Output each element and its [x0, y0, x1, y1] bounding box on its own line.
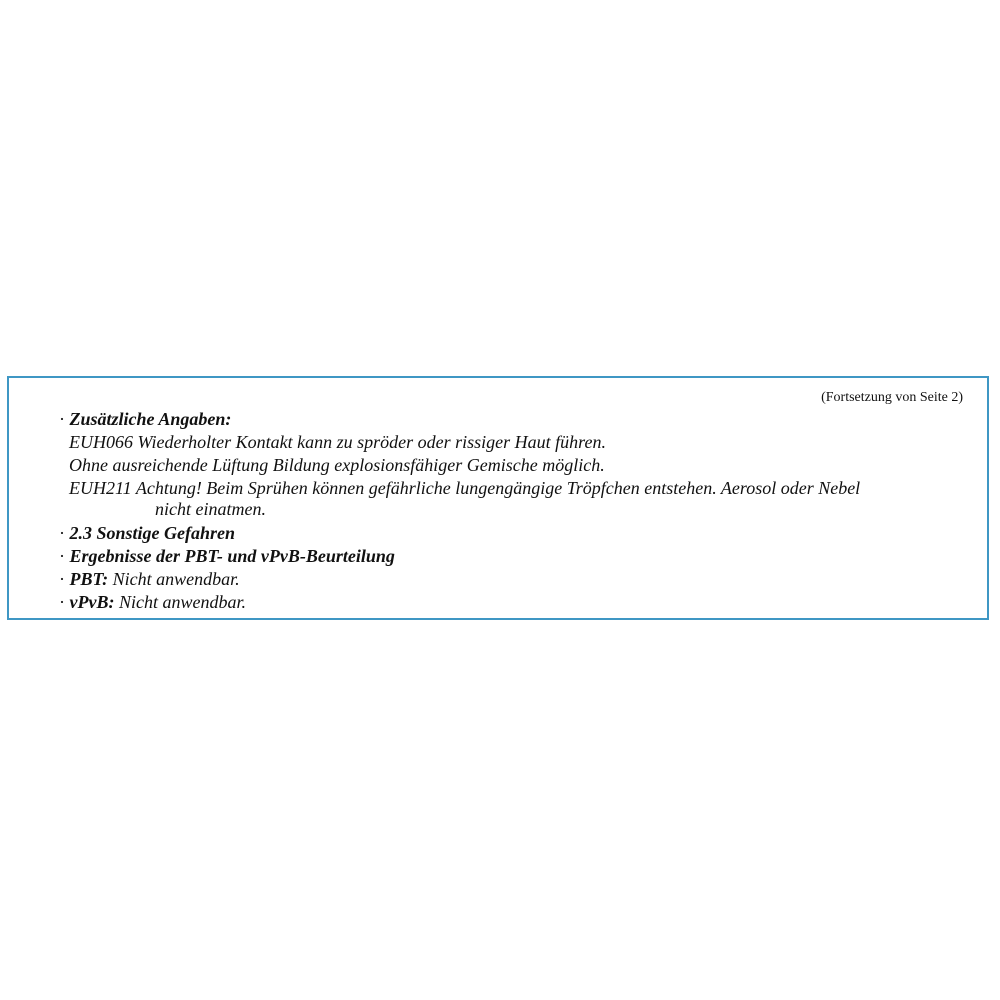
bullet: · — [59, 569, 65, 589]
section-2-3-heading: 2.3 Sonstige Gefahren — [69, 523, 236, 543]
section-2-3-line — [59, 522, 235, 544]
bullet: · — [59, 409, 65, 429]
bullet: · — [59, 592, 65, 612]
vpvb-line — [59, 591, 246, 613]
euh211-text: EUH211 Achtung! Beim Sprühen können gefährliche lungengängige Tröpfchen entstehen. Aerosol oder Nebel — [69, 478, 861, 498]
pbt-line — [59, 568, 240, 590]
pbt-value: Nicht anwendbar. — [108, 569, 240, 589]
euh211-continuation: nicht einatmen. — [155, 499, 266, 519]
document-section — [7, 376, 989, 620]
additional-info-heading: Zusätzliche Angaben: — [69, 409, 232, 429]
pbt-assessment-heading: Ergebnisse der PBT- und vPvB-Beurteilung — [69, 546, 395, 566]
bullet: · — [59, 523, 65, 543]
additional-info-heading-line — [59, 408, 231, 430]
euh066-text: EUH066 Wiederholter Kontakt kann zu spröder oder rissiger Haut führen. — [69, 432, 606, 452]
pbt-label: PBT: — [69, 569, 109, 589]
continuation-note: (Fortsetzung von Seite 2) — [821, 390, 963, 405]
ventilation-text: Ohne ausreichende Lüftung Bildung explosionsfähiger Gemische möglich. — [69, 455, 605, 475]
bullet: · — [59, 546, 65, 566]
pbt-assessment-line — [59, 545, 395, 567]
vpvb-label: vPvB: — [69, 592, 115, 612]
vpvb-value: Nicht anwendbar. — [114, 592, 246, 612]
